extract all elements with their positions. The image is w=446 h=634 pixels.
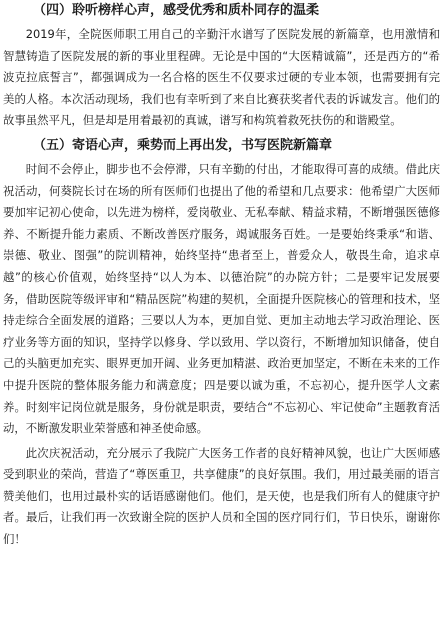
section-4-heading: （四）聆听榜样心声，感受优秀和质朴同存的温柔 — [33, 3, 320, 18]
section-5-paragraph-1: 时间不会停止，脚步也不会停滞，只有辛勤的付出，才能取得可喜的成绩。借此庆祝活动，何葵院长讨在场的所有医师们也提出了他的希望和几点要求：他希望广大医师要加牢记初心使命，以先进为榜样，爱岗敬业、无私奉献、精益求精，不断增强医德修养、不断提升能力素质、不断改善医疗服务，竭诚服务百姓。一是要始终秉承“和谐、崇德、敬业、图强”的院训精神，始终坚持“患者至上，普爱众人，敬畏生命，追求卓越”的核心价值观，始终坚持“以人为本、以德治院”的办院方针；二是要牢记发展要务，借助医院等级评审和“精品医院”构建的契机，全面提升医院核心的管理和技术，坚持走综合全面发展的道路；三要以人为本，更加自觉、更加主动地去学习政治理论、医疗业务等方面的知识，坚持学以修身、学以致用、学以资行，不断增加知识储备，使自己的头脑更加充实、眼界更加开阔、业务更加精湛、政治更加坚定，不断在未来的工作中提升医院的整体服务能力和满意度；四是要以诚为重，不忘初心，提升医学人文素养。时刻牢记岗位就是服务，身份就是职责，要结合“不忘初心、牢记使命”主题教育活动，不断激发职业荣誉感和神圣使命感。 — [3, 161, 440, 436]
section-5-paragraph-2: 此次庆祝活动，充分展示了我院广大医务工作者的良好精神风貌，也让广大医师感受到职业的荣尚，营造了“尊医重卫，共享健康”的良好氛围。我们，用过最美丽的语言赞美他们，也用过最朴实的话语感谢他们。他们，是天使，也是我们所有人的健康守护者。最后，让我们再一次致谢全院的医护人员和全国的医疗同行们，节日快乐，谢谢你们！ — [3, 445, 440, 547]
section-4-paragraph: 2019年，全院医师职工用自己的辛勤汗水谱写了医院发展的新篇章，也用激情和智慧铸造了医院发展的新的事业里程碑。无论是中国的“大医精诚篇”，还是西方的“希波克拉底誓言”，都强调成为一名合格的医生不仅要求过硬的专业本领，也需要拥有完美的人格。本次活动现场，我们也有幸听到了来自比赛获奖者代表的诉诚发言。他们的故事虽然平凡，但是却是用着最初的真诚，谱写和构筑着救死扶伤的和谐殿堂。 — [3, 27, 440, 128]
section-5-heading: （五）寄语心声，乘势而上再出发，书写医院新篇章 — [33, 137, 333, 153]
